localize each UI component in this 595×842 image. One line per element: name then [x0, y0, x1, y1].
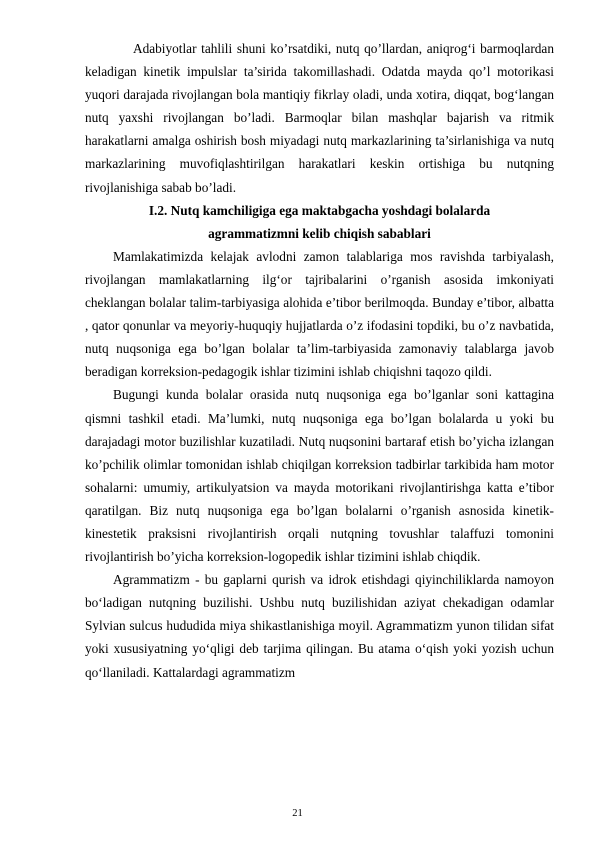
section-heading-line-1: I.2. Nutq kamchiligiga ega maktabgacha yoshdagi bolalarda — [148, 202, 491, 218]
paragraph-literature-analysis: Adabiyotlar tahlili shuni ko’rsatdiki, nutq qo’llardan, aniqrog‘i barmoqlardan keladigan kinetik impulslar ta’sirida takomillashadi. Odatda mayda qo’l motorikasi yuqori darajada rivojlangan bola mantiqiy fikrlay oladi, unda xotira, diqqat, bog‘langan nutq yaxshi rivojlangan bo’ladi. Barmoqlar bilan mashqlar bajarish va ritmik harakatlarni amalga oshirish bosh miyadagi nutq markazlarining ta’sirlanishiga va nutq markazlarining muvofiqlashtirilgan harakatlari keskin ortishiga bu nutqning rivojlanishiga sabab bo’ladi. — [85, 41, 554, 195]
section-heading-line-2: agrammatizmni kelib chiqish sabablari — [208, 225, 431, 241]
paragraph-agrammatism-definition: Agrammatizm - bu gaplarni qurish va idrok etishdagi qiyinchiliklarda namoyon bo‘ladigan nutqning buzilishi. Ushbu nutq buzilishidan aziyat chekadigan odamlar Sylvian sulcus hududida miya shikastlanishiga moyil. Agrammatizm yunon tilidan sifat yoki xususiyatning yo‘qligi deb tarjima qilingan. Bu atama o‘qish yoki yozish uchun qo‘llaniladi. Kattalardagi agrammatizm — [85, 572, 554, 680]
document-page — [85, 37, 554, 684]
paragraph-motor-disorders: Bugungi kunda bolalar orasida nutq nuqsoniga ega bo’lganlar soni kattagina qismni tashkil etadi. Ma’lumki, nutq nuqsoniga ega bo’lgan bolalarda u yoki bu darajadagi motor buzilishlar kuzatiladi. Nutq nuqsonini bartaraf etish bo’yicha izlangan ko’pchilik olimlar tomonidan ishlab chiqilgan korreksion tadbirlar tarkibida ham motor sohalarni: umumiy, artikulyatsion va mayda motorikani rivojlantirishga katta e’tibor qaratilgan. Biz nutq nuqsoniga ega bo’lgan bolalarni o’rganish asnosida kinetik-kinestetik praksisni rivojlantirish orqali nutqning tovushlar talaffuzi tomonini rivojlantirish bo’yicha korreksion-logopedik ishlar tizimini ishlab chiqdik. — [85, 387, 554, 565]
paragraph-education-policy: Mamlakatimizda kelajak avlodni zamon talablariga mos ravishda tarbiyalash, rivojlangan mamlakatlarning ilg‘or tajribalarini o’rganish asosida imkoniyati cheklangan bolalar talim-tarbiyasiga alohida e’tibor berilmoqda. Bunday e’tibor, albatta , qator qonunlar va meyoriy-huquqiy hujjatlarda o’z ifodasini topdiki, bu o’z navbatida, nutq nuqsoniga ega bo’lgan bolalar ta’lim-tarbiyasida zamonaviy talablarga javob beradigan korreksion-pedagogik ishlar tizimini ishlab chiqishni taqozo qildi. — [85, 248, 554, 380]
page-number: 21 — [292, 808, 303, 819]
